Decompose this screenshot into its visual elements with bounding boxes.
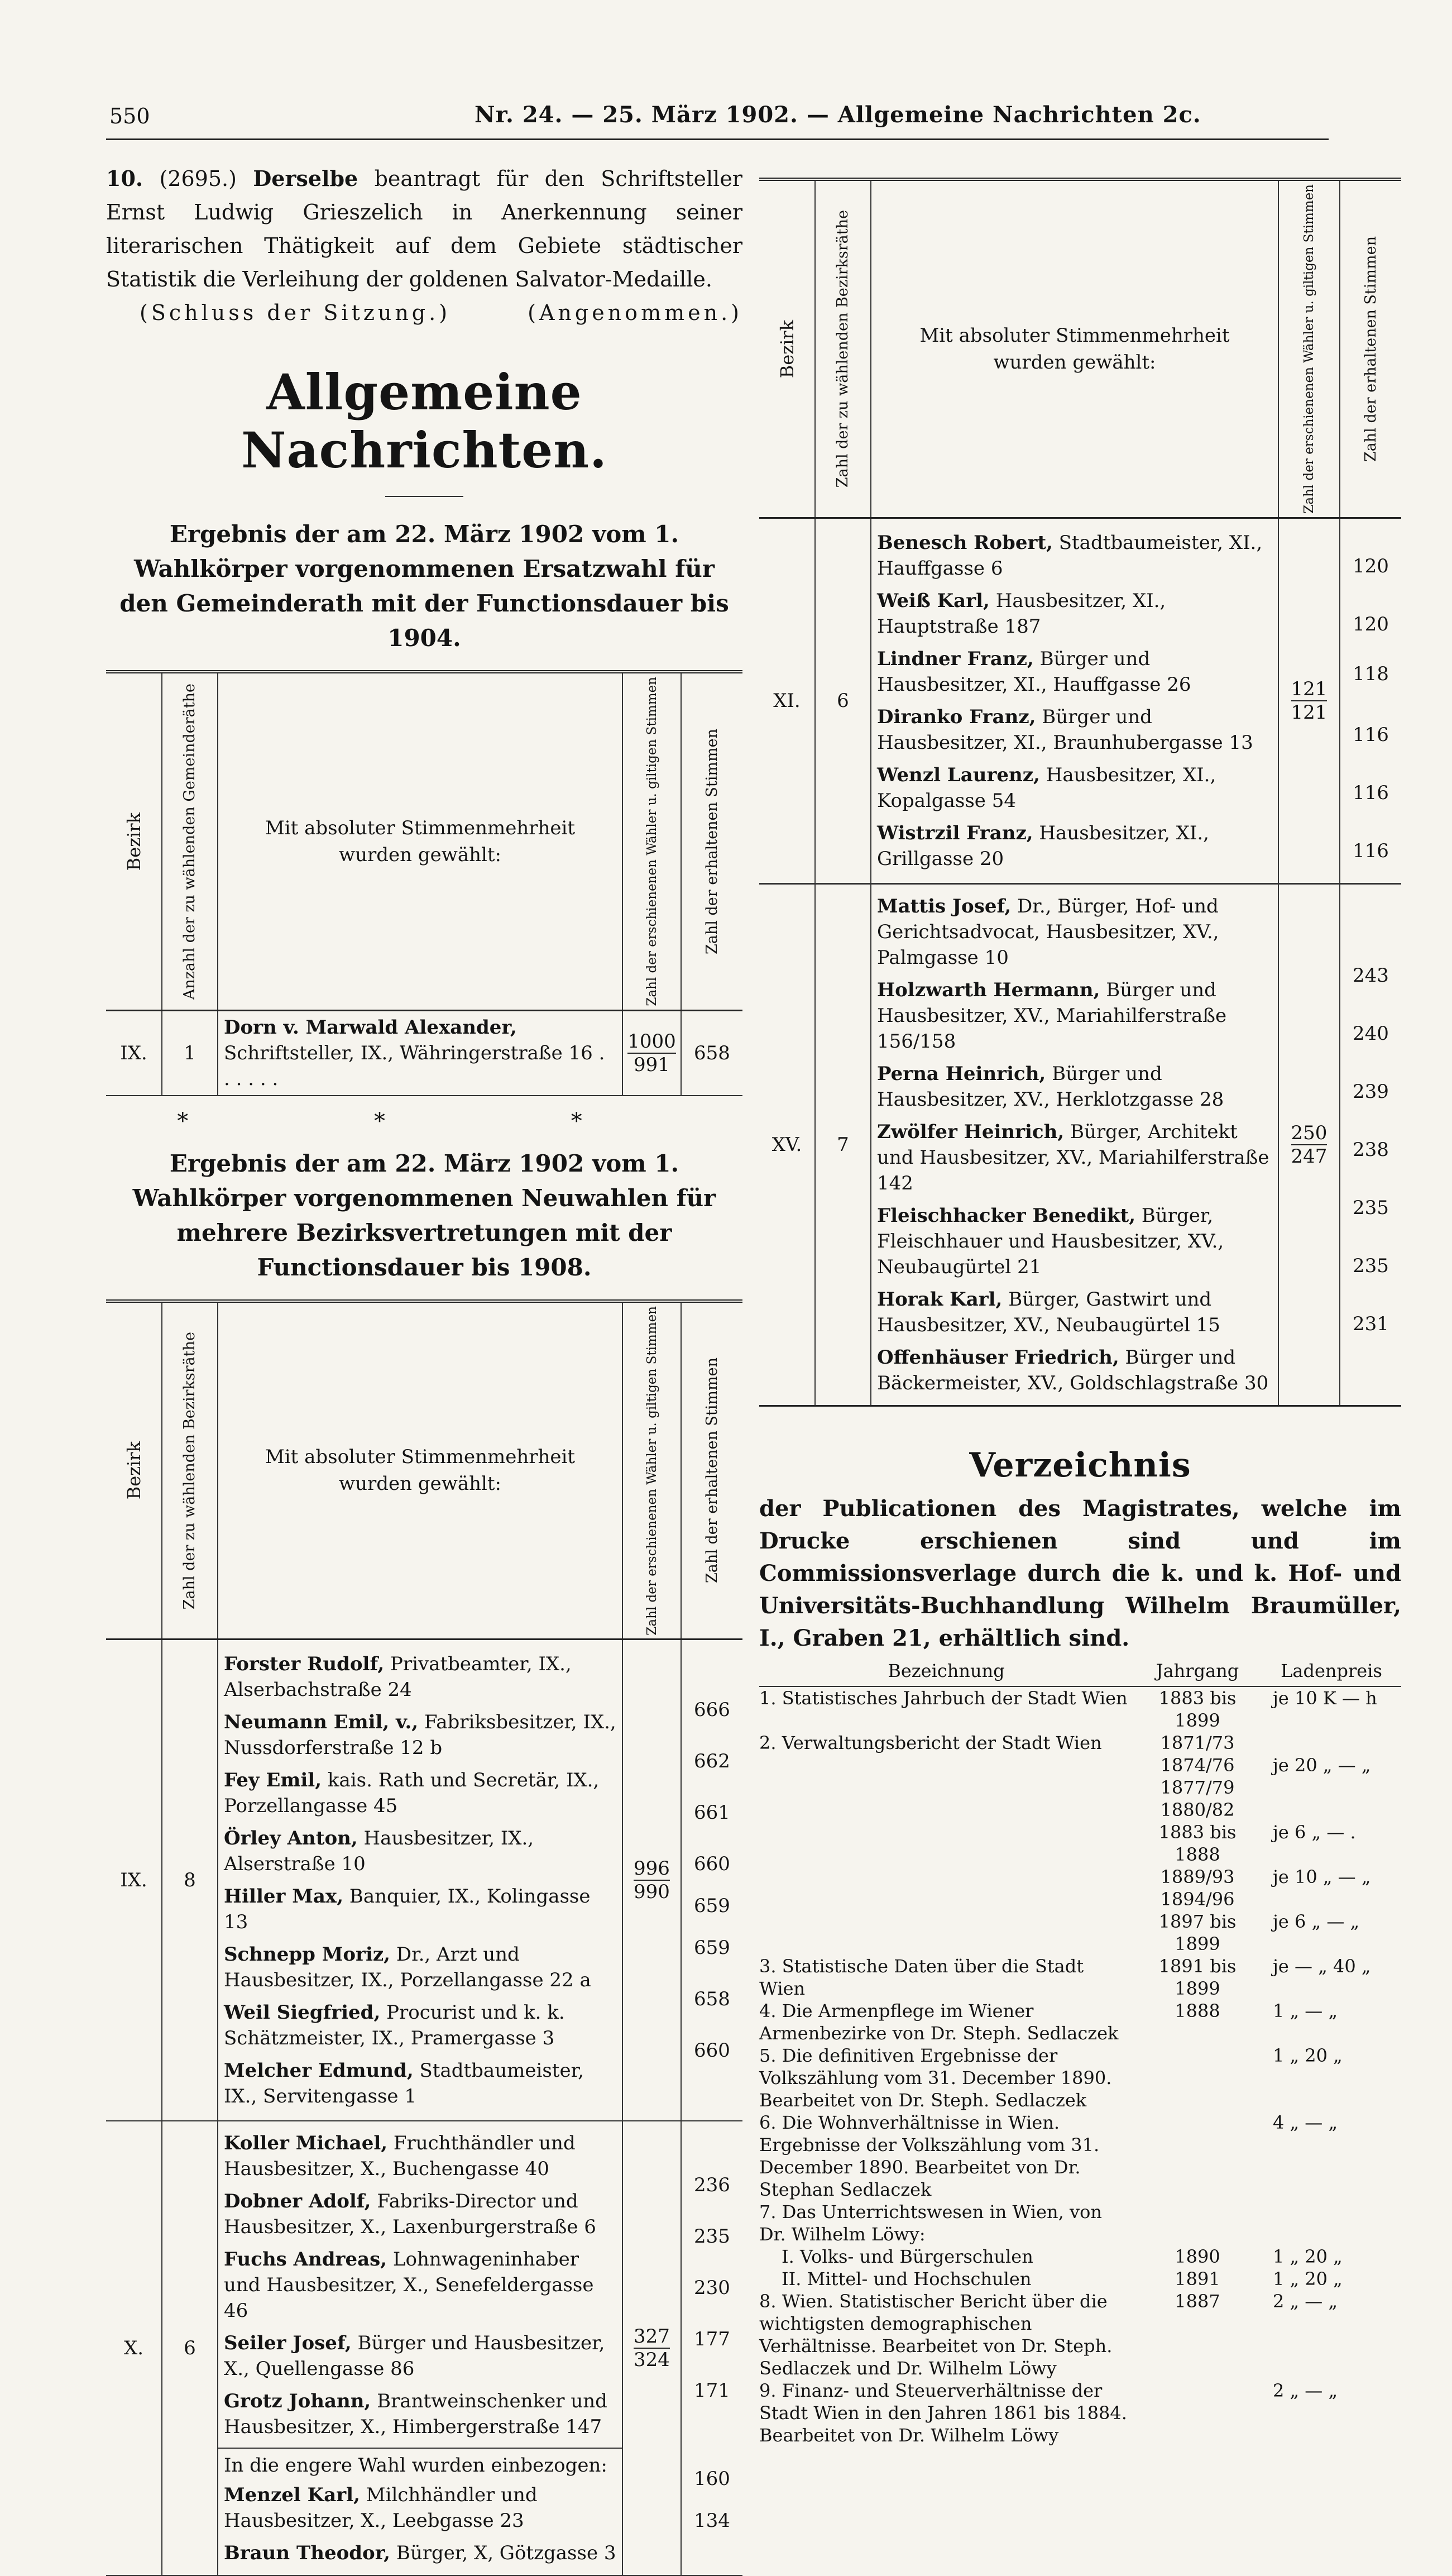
list-item: 1. Statistisches Jahrbuch der Stadt Wien 1883 bis 1899 je 10 K — h (759, 1687, 1377, 1731)
list-item: 1880/82 (1160, 1799, 1235, 1820)
col-anzahl: Zahl der zu wählenden Bezirksräthe (162, 1301, 218, 1640)
candidates-ix (218, 1640, 622, 2121)
anzahl-cell: 7 (815, 883, 871, 1405)
list-item: Dobner Adolf, Fabriks-Director und Hausbesitzer, X., Laxenburgerstraße 6 (224, 2190, 596, 2239)
list-item: Perna Heinrich, Bürger und Hausbesitzer, XV., Herklotzgasse 28 (877, 1062, 1224, 1111)
item-text: beantragt für den Schriftsteller Ernst Ludwig Grieszelich in Anerkennung seiner literarischen Thätigkeit auf dem Gebiete städtischer Statistik die Verleihung der goldenen Salvator-Medaille. (106, 166, 742, 291)
list-item: 2. Verwaltungsbericht der Stadt Wien 1871/73 (759, 1732, 1235, 1753)
group-xv (759, 883, 1401, 1405)
item-result: (Angenommen.) (528, 300, 742, 325)
col-waehler: Zahl der erschienenen Wähler u. giltigen Stimmen (622, 672, 681, 1010)
candidates-xi (871, 518, 1278, 883)
list-item: 1897 bis 1899 je 6 „ — „ (1158, 1910, 1360, 1954)
list-item: Neumann Emil, v., Fabriksbesitzer, IX., Nussdorferstraße 12 b (224, 1711, 616, 1760)
main-title: Allgemeine Nachrichten. (241, 363, 607, 479)
left-column (106, 162, 742, 2576)
col-stimmen: Zahl der erhaltenen Stimmen (1340, 179, 1401, 518)
list-item: 6. Die Wohnverhältnisse in Wien. Ergebnisse der Volkszählung vom 31. December 1890. Bearbeitet von Dr. Stephan Sedlaczek 4 „ — „ (759, 2111, 1338, 2200)
header-rule (106, 138, 1329, 140)
waehler-cell: $\frac{1000}{991}$ (622, 1010, 681, 1096)
waehler-cell: $\frac{327}{324}$ (622, 2121, 681, 2575)
stimmen-cell: 658 (681, 1010, 742, 1096)
subhead: In die engere Wahl wurden einbezogen: (224, 2454, 607, 2477)
candidates-xv (871, 883, 1278, 1405)
section3-table (759, 178, 1401, 1405)
list-item: Mattis Josef, Dr., Bürger, Hof- und Gerichtsadvocat, Hausbesitzer, XV., Palmgasse 10 (877, 895, 1219, 969)
list-item: Wistrzil Franz, Hausbesitzer, XI., Grillgasse 20 (877, 821, 1209, 870)
col-stimmen: Zahl der erhaltenen Stimmen (681, 672, 742, 1010)
item-subject: Derselbe (253, 166, 358, 191)
waehler-cell: $\frac{121}{121}$ (1278, 518, 1340, 883)
list-item: Schnepp Moriz, Dr., Arzt und Hausbesitzer, IX., Porzellangasse 22 a (224, 1943, 591, 1992)
list-item: 1883 bis 1888 je 6 „ — . (1158, 1821, 1356, 1865)
stimmen-x: 236 235 230 177 171 160 134 (681, 2121, 742, 2575)
list-item: 4. Die Armenpflege im Wiener Armenbezirke von Dr. Steph. Sedlaczek 1888 1 „ — „ (759, 2000, 1338, 2044)
col-waehler: Zahl der erschienenen Wähler u. giltigen Stimmen (622, 1301, 681, 1640)
col-jahrgang: Jahrgang (1156, 1660, 1239, 1681)
list-item: Koller Michael, Fruchthändler und Hausbesitzer, X., Buchengasse 40 (224, 2132, 576, 2181)
list-item: Forster Rudolf, Privatbeamter, IX., Alserbachstraße 24 (224, 1653, 572, 1702)
title-separator (385, 496, 463, 497)
anzahl-cell: 6 (815, 518, 871, 883)
list-item: Fuchs Andreas, Lohnwageninhaber und Hausbesitzer, X., Senefeldergasse 46 (224, 2248, 594, 2322)
col-gewaehlt: Mit absoluter Stimmenmehrheit wurden gewählt: (218, 672, 622, 1010)
stimmen-ix: 666 662 661 660 659 659 658 660 (681, 1640, 742, 2121)
list-item: Hiller Max, Banquier, IX., Kolingasse 13 (224, 1885, 591, 1934)
anzahl-cell: 6 (162, 2121, 218, 2575)
stimmen-xv: 243 240 239 238 235 235 231 (1340, 883, 1401, 1405)
col-gewaehlt: Mit absoluter Stimmenmehrheit wurden gewählt: (218, 1301, 622, 1640)
list-item: 1894/96 (1160, 1888, 1235, 1910)
col-anzahl: Zahl der zu wählenden Bezirksräthe (815, 179, 871, 518)
bezirk-cell: XV. (771, 1133, 802, 1156)
item-ref: (2695.) (159, 166, 237, 191)
anzahl-cell: 8 (162, 1640, 218, 2121)
section2-heading: Ergebnis der am 22. März 1902 vom 1. Wahlkörper vorgenommenen Neuwahlen für mehrere Bezirksvertretungen mit der Functionsdauer bis 1908. (132, 1149, 716, 1281)
verzeichnis-title: Verzeichnis (969, 1445, 1191, 1485)
list-item: 9. Finanz- und Steuerverhältnisse der Stadt Wien in den Jahren 1861 bis 1884. Bearbeitet von Dr. Wilhelm Löwy 2 „ — „ (759, 2379, 1338, 2446)
list-item: 1877/79 (1160, 1776, 1235, 1798)
group-x (106, 2121, 742, 2575)
bezirk-cell: XI. (773, 689, 801, 712)
bezirk-cell: X. (123, 2337, 143, 2360)
col-gewaehlt: Mit absoluter Stimmenmehrheit wurden gewählt: (871, 179, 1278, 518)
stars-separator: * * * (177, 1108, 672, 1134)
running-title: Nr. 24. — 25. März 1902. — Allgemeine Nachrichten 2c. (475, 102, 1201, 128)
list-item: 1889/93 je 10 „ — „ (1160, 1866, 1371, 1887)
section1-heading: Ergebnis der am 22. März 1902 vom 1. Wahlkörper vorgenommenen Ersatzwahl für den Gemeinderath mit der Functionsdauer bis 1904. (119, 520, 729, 652)
list-item: 3. Statistische Daten über die Stadt Wien 1891 bis 1899 je — „ 40 „ (759, 1955, 1371, 1999)
section1-table (106, 670, 742, 1096)
list-item: Örley Anton, Hausbesitzer, IX., Alserstraße 10 (224, 1827, 534, 1876)
session-close: (Schluss der Sitzung.) (140, 300, 451, 325)
list-item: 8. Wien. Statistischer Bericht über die wichtigsten demographischen Verhältnisse. Bearbeitet von Dr. Steph. Sedlaczek und Dr. Wilhelm Löwy 1887 2 „ — „ (759, 2290, 1338, 2379)
list-item: Braun Theodor, Bürger, X, Götzgasse 3 (224, 2542, 616, 2565)
publication-list (759, 1687, 1401, 2446)
col-bezirk: Bezirk (123, 1441, 145, 1500)
list-item: Fleischhacker Benedikt, Bürger, Fleischhauer und Hausbesitzer, XV., Neubaugürtel 21 (877, 1204, 1224, 1278)
list-item: I. Volks- und Bürgerschulen 1890 1 „ 20 „ (782, 2245, 1343, 2267)
list-item: Offenhäuser Friedrich, Bürger und Bäckermeister, XV., Goldschlagstraße 30 (877, 1346, 1269, 1394)
right-column (759, 178, 1401, 2446)
list-item: Lindner Franz, Bürger und Hausbesitzer, XI., Hauffgasse 26 (877, 647, 1191, 696)
list-item: Diranko Franz, Bürger und Hausbesitzer, XI., Braunhubergasse 13 (877, 705, 1253, 754)
waehler-cell: $\frac{996}{990}$ (622, 1640, 681, 2121)
page-number: 550 (109, 104, 150, 128)
list-item: Seiler Josef, Bürger und Hausbesitzer, X., Quellengasse 86 (224, 2332, 605, 2381)
candidates-x (218, 2121, 622, 2575)
list-header (759, 1660, 1401, 1681)
list-item: Benesch Robert, Stadtbaumeister, XI., Hauffgasse 6 (877, 531, 1263, 580)
waehler-cell: $\frac{250}{247}$ (1278, 883, 1340, 1405)
list-item: 7. Das Unterrichtswesen in Wien, von Dr. Wilhelm Löwy: (759, 2201, 1102, 2245)
col-bezirk: Bezirk (123, 812, 145, 871)
list-item: Menzel Karl, Milchhändler und Hausbesitzer, X., Leebgasse 23 (224, 2484, 538, 2532)
col-anzahl: Anzahl der zu wählenden Gemeinderäthe (162, 672, 218, 1010)
section2-table (106, 1299, 742, 2576)
bezirk-cell: IX. (120, 1041, 147, 1064)
list-item: Holzwarth Hermann, Bürger und Hausbesitzer, XV., Mariahilferstraße 156/158 (877, 978, 1227, 1053)
list-item: Horak Karl, Bürger, Gastwirt und Hausbesitzer, XV., Neubaugürtel 15 (877, 1288, 1220, 1336)
group-xi (759, 518, 1401, 883)
col-bezirk: Bezirk (776, 319, 798, 378)
list-item: Melcher Edmund, Stadtbaumeister, IX., Servitengasse 1 (224, 2059, 584, 2108)
col-ladenpreis: Ladenpreis (1281, 1660, 1382, 1681)
candidate-cell: Dorn v. Marwald Alexander, Schriftsteller, IX., Währingerstraße 16 . . . . . . (218, 1010, 622, 1096)
list-item: Weil Siegfried, Procurist und k. k. Schätzmeister, IX., Pramergasse 3 (224, 2001, 565, 2050)
bezirk-cell: IX. (120, 1869, 147, 1892)
list-item: Weiß Karl, Hausbesitzer, XI., Hauptstraße 187 (877, 589, 1166, 638)
col-waehler: Zahl der erschienenen Wähler u. giltigen Stimmen (1278, 179, 1340, 518)
anzahl-cell: 1 (162, 1010, 218, 1096)
list-item: 1874/76 je 20 „ — „ (1160, 1754, 1371, 1776)
list-item: Zwölfer Heinrich, Bürger, Architekt und Hausbesitzer, XV., Mariahilferstraße 142 (877, 1120, 1269, 1194)
list-item: Fey Emil, kais. Rath und Secretär, IX., Porzellangasse 45 (224, 1769, 600, 1818)
list-item: Wenzl Laurenz, Hausbesitzer, XI., Kopalgasse 54 (877, 763, 1216, 812)
stimmen-xi: 120 120 118 116 116 116 (1340, 518, 1401, 883)
list-item: II. Mittel- und Hochschulen 1891 1 „ 20 „ (782, 2268, 1343, 2290)
item-number: 10. (106, 166, 143, 191)
list-item: Grotz Johann, Brantweinschenker und Hausbesitzer, X., Himbergerstraße 147 (224, 2390, 607, 2439)
group-ix (106, 1640, 742, 2121)
col-bezeichnung: Bezeichnung (888, 1660, 1005, 1681)
table-row (106, 1010, 742, 1096)
list-item: 5. Die definitiven Ergebnisse der Volkszählung vom 31. December 1890. Bearbeitet von Dr. Steph. Sedlaczek 1 „ 20 „ (759, 2044, 1343, 2111)
verzeichnis-subtitle: der Publicationen des Magistrates, welche im Drucke erschienen sind und im Commissionsverlage durch die k. und k. Hof- und Universitäts-Buchhandlung Wilhelm Braumüller, I., Graben 21, erhältlich sind. (759, 1495, 1401, 1651)
col-stimmen: Zahl der erhaltenen Stimmen (681, 1301, 742, 1640)
